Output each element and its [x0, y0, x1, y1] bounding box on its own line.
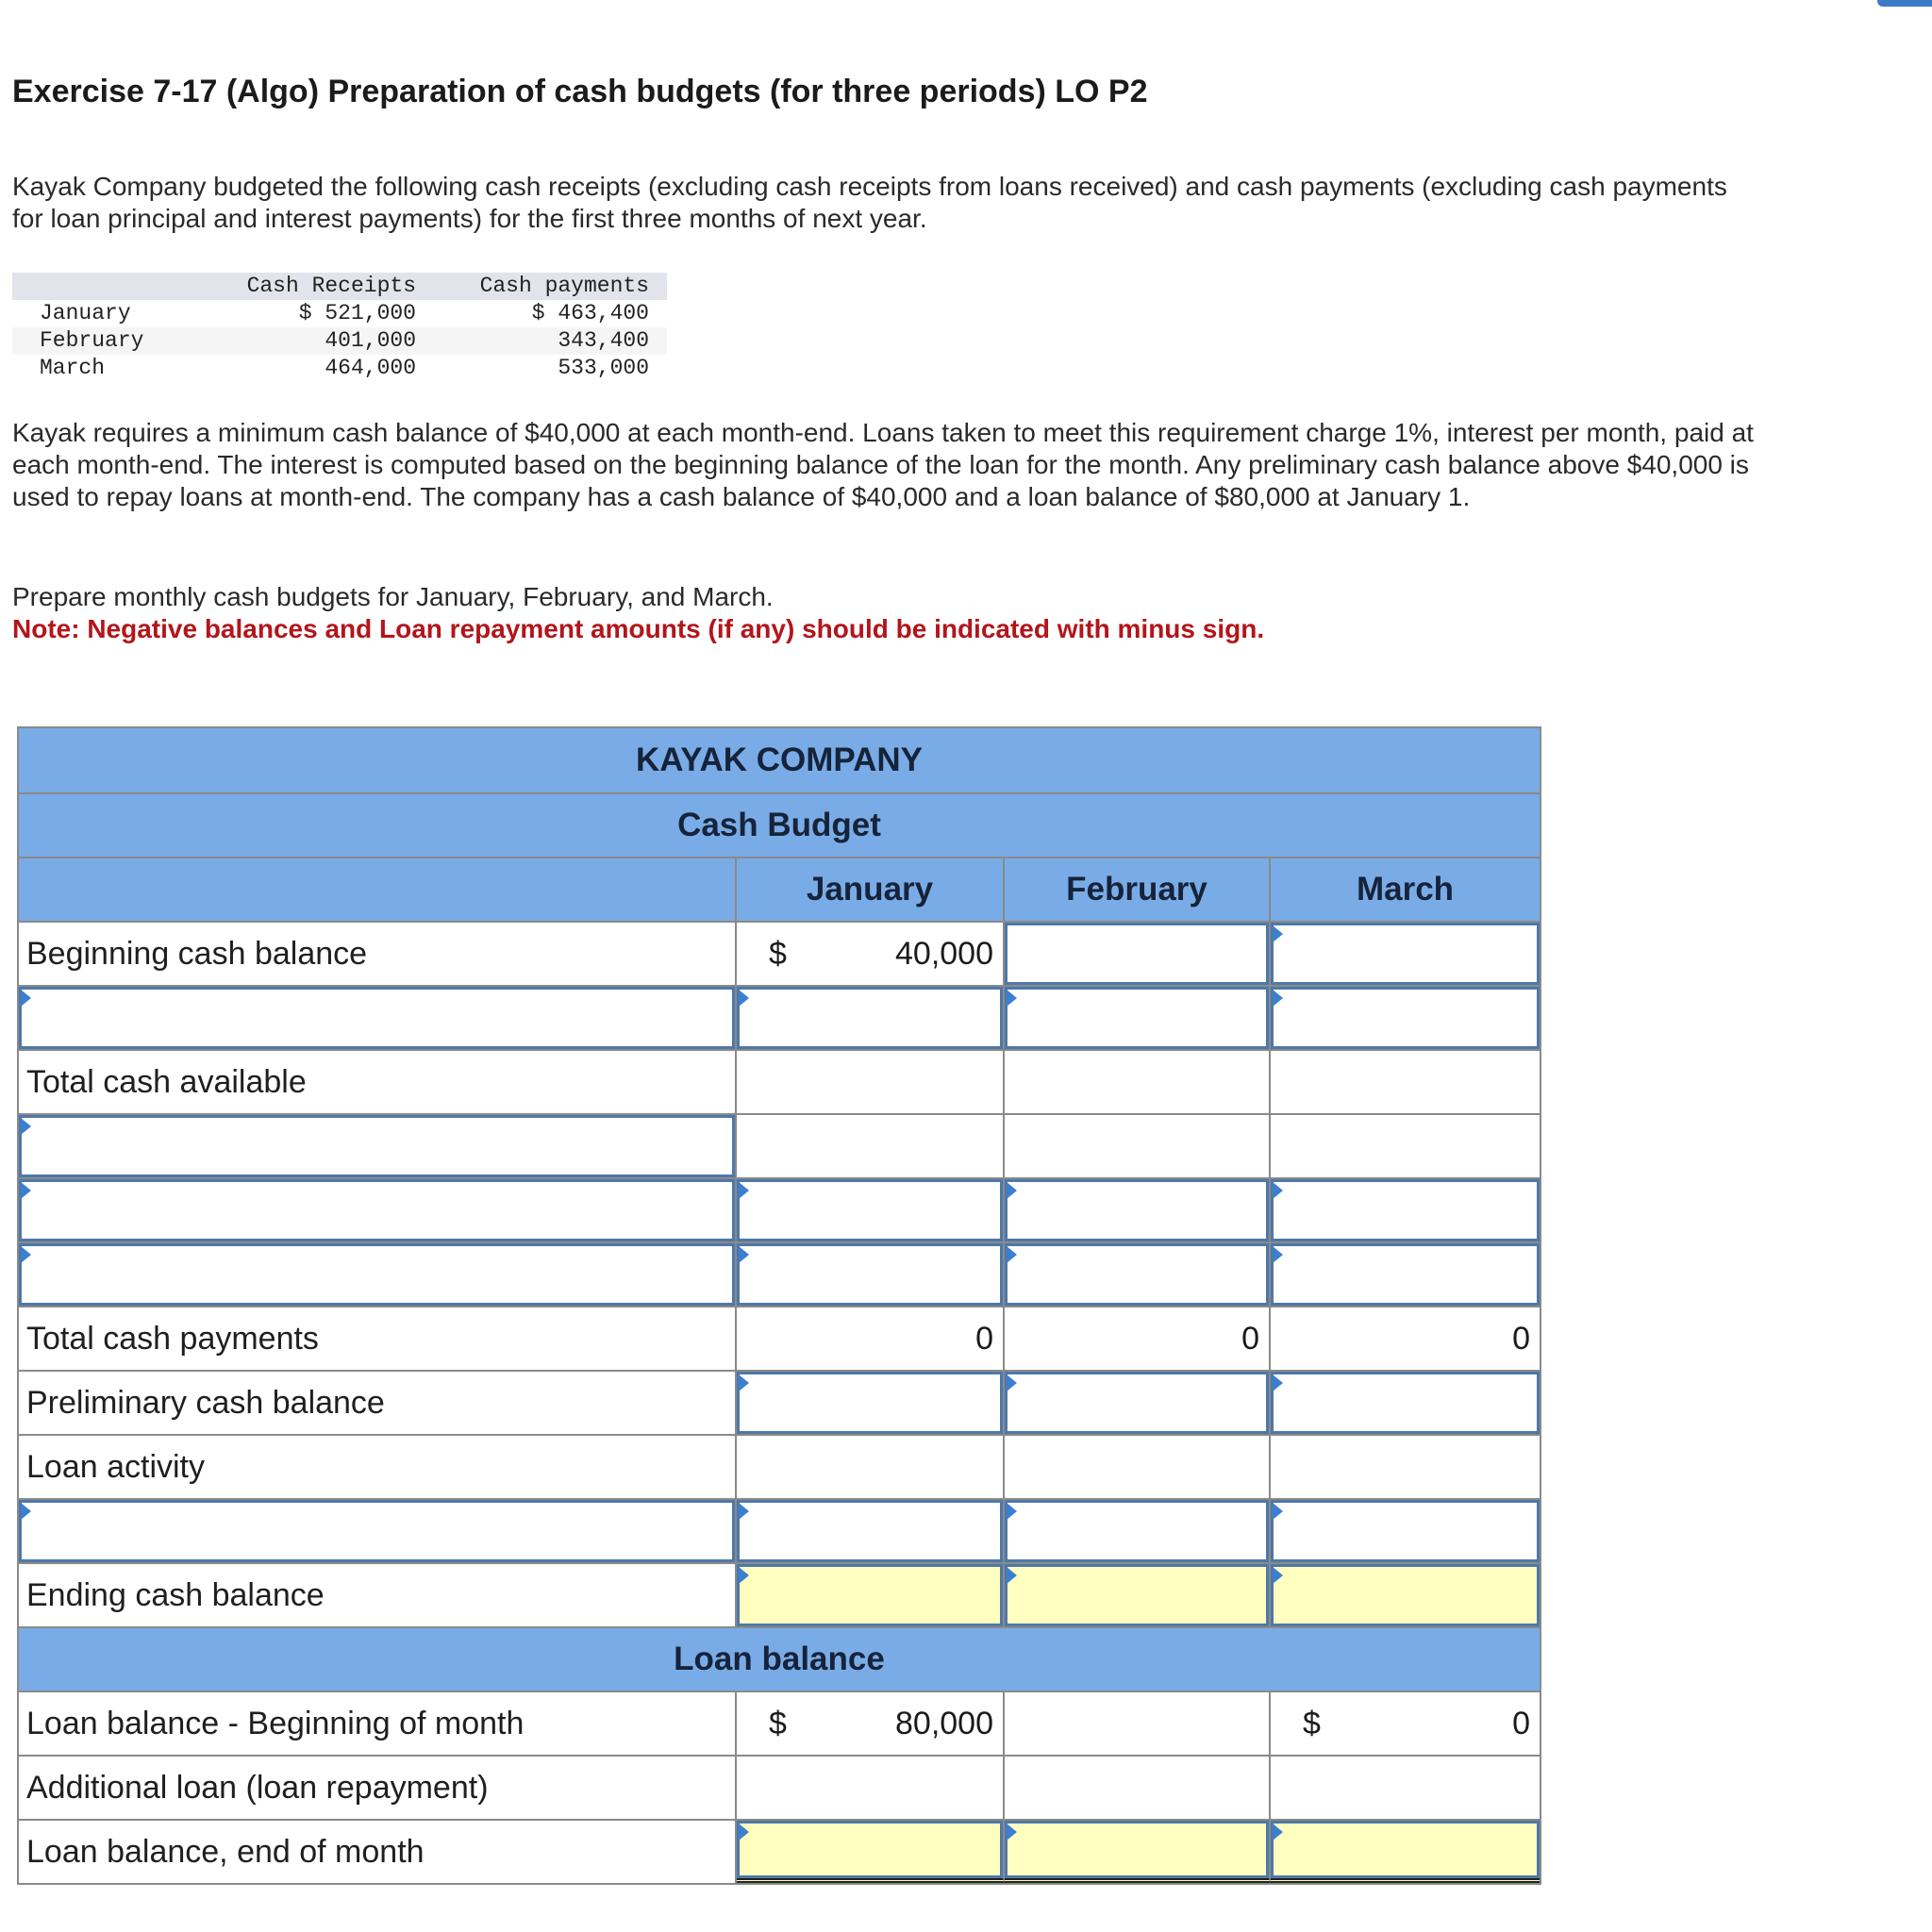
month-header-january: January — [737, 858, 1005, 921]
currency-symbol: $ — [1303, 1705, 1321, 1741]
loan-activity-march — [1271, 1436, 1540, 1498]
payment-line-march-input[interactable] — [1271, 1179, 1540, 1241]
loan-end-january-input[interactable] — [737, 1821, 1005, 1883]
payment-line-row — [19, 1177, 1540, 1241]
loan-beginning-march-value: 0 — [1512, 1705, 1530, 1741]
loan-beginning-march — [1271, 1692, 1540, 1755]
total-cash-available-march — [1271, 1051, 1540, 1113]
loan-activity-february — [1005, 1436, 1271, 1498]
payment-line-march-input[interactable] — [1271, 1243, 1540, 1306]
less-march — [1271, 1115, 1540, 1177]
ending-cash-row — [19, 1562, 1540, 1626]
loan-beginning-row — [19, 1690, 1540, 1755]
currency-symbol: $ — [769, 1705, 787, 1741]
preliminary-cash-march-input[interactable] — [1271, 1372, 1540, 1434]
preliminary-cash-february-input[interactable] — [1005, 1372, 1271, 1434]
receipts-row — [19, 985, 1540, 1049]
month-header-march: March — [1356, 871, 1455, 908]
given-row — [12, 355, 667, 382]
given-month: February — [40, 328, 144, 353]
given-receipts: $ 521,000 — [298, 301, 416, 325]
loan-additional-row — [19, 1755, 1540, 1819]
exercise-title: Exercise 7-17 (Algo) Preparation of cash budgets (for three periods) LO P2 — [12, 74, 1148, 109]
loan-additional-march — [1271, 1757, 1540, 1819]
budget-title: Cash Budget — [677, 807, 881, 843]
given-payments: 533,000 — [558, 356, 649, 380]
loan-end-label: Loan balance, end of month — [19, 1821, 737, 1883]
total-cash-available-label: Total cash available — [19, 1051, 737, 1113]
company-name-row — [19, 728, 1540, 792]
cash-budget-worksheet — [17, 726, 1541, 1885]
given-header-row — [12, 273, 667, 300]
given-payments: 343,400 — [558, 328, 649, 353]
payment-line-february-input[interactable] — [1005, 1243, 1271, 1306]
loan-balance-section-title: Loan balance — [674, 1641, 885, 1677]
month-header-february: February — [1005, 858, 1271, 921]
negative-note: Note: Negative balances and Loan repayment amounts (if any) should be indicated with minus sign. — [12, 614, 1265, 643]
given-payments-header: Cash payments — [479, 274, 649, 298]
less-february — [1005, 1115, 1271, 1177]
less-row — [19, 1113, 1540, 1177]
loan-activity-label-input[interactable] — [19, 1500, 737, 1562]
budget-title-row — [19, 792, 1540, 857]
payment-line-january-input[interactable] — [737, 1179, 1005, 1241]
given-receipts-header: Cash Receipts — [246, 274, 416, 298]
loan-activity-january-input[interactable] — [737, 1500, 1005, 1562]
loan-activity-label: Loan activity — [19, 1436, 737, 1498]
beginning-cash-row — [19, 921, 1540, 985]
beginning-cash-january — [737, 923, 1005, 985]
beginning-cash-february-input[interactable] — [1005, 923, 1271, 985]
given-receipts: 464,000 — [325, 356, 416, 380]
less-label-input[interactable] — [19, 1115, 737, 1177]
month-header-row — [19, 857, 1540, 921]
ending-cash-january-input[interactable] — [737, 1564, 1005, 1626]
preliminary-cash-label: Preliminary cash balance — [19, 1372, 737, 1434]
payment-line-january-input[interactable] — [737, 1243, 1005, 1306]
given-row — [12, 327, 667, 355]
loan-additional-label: Additional loan (loan repayment) — [19, 1757, 737, 1819]
beginning-cash-label: Beginning cash balance — [19, 923, 737, 985]
payment-line-row — [19, 1241, 1540, 1306]
receipts-march-input[interactable] — [1271, 987, 1540, 1049]
given-payments: $ 463,400 — [531, 301, 649, 325]
loan-end-february-input[interactable] — [1005, 1821, 1271, 1883]
company-name: KAYAK COMPANY — [635, 741, 924, 778]
loan-beginning-january-value: 80,000 — [895, 1705, 993, 1741]
intro-text: Kayak Company budgeted the following cash receipts (excluding cash receipts from loans received) and cash payments (excluding cash payments for loan principal and interest payments) for the first three months of next year. — [12, 172, 1727, 233]
less-january — [737, 1115, 1005, 1177]
loan-end-row — [19, 1819, 1540, 1883]
total-cash-available-row — [19, 1049, 1540, 1113]
loan-activity-february-input[interactable] — [1005, 1500, 1271, 1562]
given-month: January — [40, 301, 131, 325]
loan-activity-line-row — [19, 1498, 1540, 1562]
receipts-label-input[interactable] — [19, 987, 737, 1049]
given-month: March — [40, 356, 106, 380]
ending-cash-february-input[interactable] — [1005, 1564, 1271, 1626]
receipts-january-input[interactable] — [737, 987, 1005, 1049]
loan-end-march-input[interactable] — [1271, 1821, 1540, 1883]
loan-beginning-label: Loan balance - Beginning of month — [19, 1692, 737, 1755]
given-month-header — [12, 273, 239, 300]
top-right-tab[interactable] — [1877, 0, 1932, 7]
preliminary-cash-january-input[interactable] — [737, 1372, 1005, 1434]
loan-additional-january — [737, 1757, 1005, 1819]
payment-line-label-input[interactable] — [19, 1179, 737, 1241]
loan-beginning-january — [737, 1692, 1005, 1755]
loan-balance-section-row — [19, 1626, 1540, 1690]
loan-activity-row — [19, 1434, 1540, 1498]
given-receipts: 401,000 — [325, 328, 416, 353]
given-row — [12, 300, 667, 327]
loan-activity-march-input[interactable] — [1271, 1500, 1540, 1562]
total-cash-available-february — [1005, 1051, 1271, 1113]
loan-beginning-february — [1005, 1692, 1271, 1755]
total-cash-payments-row — [19, 1306, 1540, 1370]
total-cash-payments-january: 0 — [737, 1307, 1005, 1370]
ending-cash-label: Ending cash balance — [19, 1564, 737, 1626]
given-data-table — [12, 273, 667, 382]
requirements-text: Kayak requires a minimum cash balance of $40,000 at each month-end. Loans taken to meet this requirement charge 1%, interest per month, paid at each month-end. The interest is computed based on the beginning balance of the loan for the month. Any preliminary cash balance above $40,000 is used to repay loans at month-end. The company has a cash balance of $40,000 and a loan balance of $80,000 at January 1. — [12, 418, 1754, 511]
total-cash-payments-label: Total cash payments — [19, 1307, 737, 1370]
total-cash-available-january — [737, 1051, 1005, 1113]
payment-line-february-input[interactable] — [1005, 1179, 1271, 1241]
total-cash-payments-march: 0 — [1512, 1320, 1530, 1357]
prepare-instruction: Prepare monthly cash budgets for January, February, and March. — [12, 582, 774, 611]
receipts-february-input[interactable] — [1005, 987, 1271, 1049]
header-blank — [19, 858, 737, 921]
loan-additional-february — [1005, 1757, 1271, 1819]
beginning-cash-january-value: 40,000 — [895, 935, 993, 972]
currency-symbol: $ — [769, 935, 787, 972]
preliminary-cash-row — [19, 1370, 1540, 1434]
beginning-cash-march-input[interactable] — [1271, 923, 1540, 985]
loan-activity-january — [737, 1436, 1005, 1498]
payment-line-label-input[interactable] — [19, 1243, 737, 1306]
total-cash-payments-february: 0 — [1005, 1307, 1271, 1370]
ending-cash-march-input[interactable] — [1271, 1564, 1540, 1626]
